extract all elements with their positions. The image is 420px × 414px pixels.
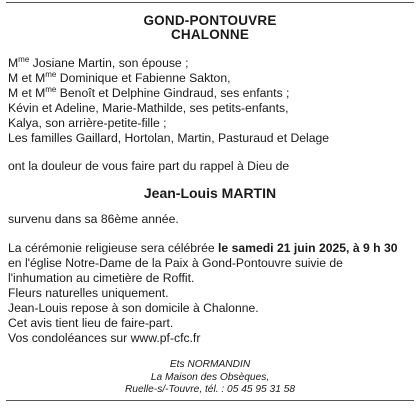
family-line-great-grandchild: Kalya, son arrière-petite-fille ; (8, 116, 167, 130)
ceremony-line-date (8, 241, 412, 256)
family-line-child-2 (8, 86, 412, 101)
title-abbrev: M (8, 56, 19, 70)
funeral-home-contact: Ruelle-s/-Touvre, tél. : 05 45 95 31 58 (124, 384, 296, 395)
family-list (8, 56, 412, 146)
ceremony-line-flowers: Fleurs naturelles uniquement. (8, 286, 169, 300)
title-superscript: me (18, 54, 30, 64)
ceremony-line-burial: l'inhumation au cimetière de Roffit. (8, 271, 195, 285)
ceremony-line-church: en l'église Notre-Dame de la Paix à Gond-Pontouvre suivie de (8, 256, 343, 270)
title-abbrev: M et M (8, 71, 46, 85)
family-line-families: Les familles Gaillard, Hortolan, Martin, Pasturaud et Delage (8, 131, 330, 145)
funeral-home-name: Ets NORMANDIN (169, 359, 251, 370)
heading-town: GOND-PONTOUVRE (143, 13, 277, 28)
family-line-text: Benoît et Delphine Gindraud, ses enfants ; (56, 86, 290, 100)
title-superscript: me (45, 69, 57, 79)
funeral-home-footer (8, 359, 412, 397)
family-line-text: Dominique et Fabienne Sakton, (56, 71, 231, 85)
ceremony-date-time: le samedi 21 juin 2025, à 9 h 30 (218, 241, 398, 255)
heading-village: CHALONNE (170, 27, 250, 42)
ceremony-line-condolences: Vos condoléances sur www.pf-cfc.fr (8, 331, 201, 345)
bottom-border (6, 400, 414, 401)
top-border (6, 2, 414, 3)
family-line-text: Josiane Martin, son épouse ; (29, 56, 189, 70)
title-abbrev: M et M (8, 86, 46, 100)
ceremony-details (8, 241, 412, 346)
ceremony-line-notice: Cet avis tient lieu de faire-part. (8, 316, 174, 330)
family-line-child-1 (8, 71, 412, 86)
ceremony-line-rest: Jean-Louis repose à son domicile à Chalonne. (8, 301, 259, 315)
funeral-home-subtitle: La Maison des Obsèques, (150, 371, 270, 383)
deceased-name: Jean-Louis MARTIN (143, 185, 277, 201)
family-line-grandchildren: Kévin et Adeline, Marie-Mathilde, ses petits-enfants, (8, 101, 289, 115)
family-line-spouse (8, 56, 412, 71)
ceremony-intro: La cérémonie religieuse sera célébrée (8, 241, 219, 255)
title-superscript: me (45, 84, 57, 94)
age-line: survenu dans sa 86ème année. (8, 212, 179, 226)
announcement-text: ont la douleur de vous faire part du rappel à Dieu de (8, 159, 290, 173)
